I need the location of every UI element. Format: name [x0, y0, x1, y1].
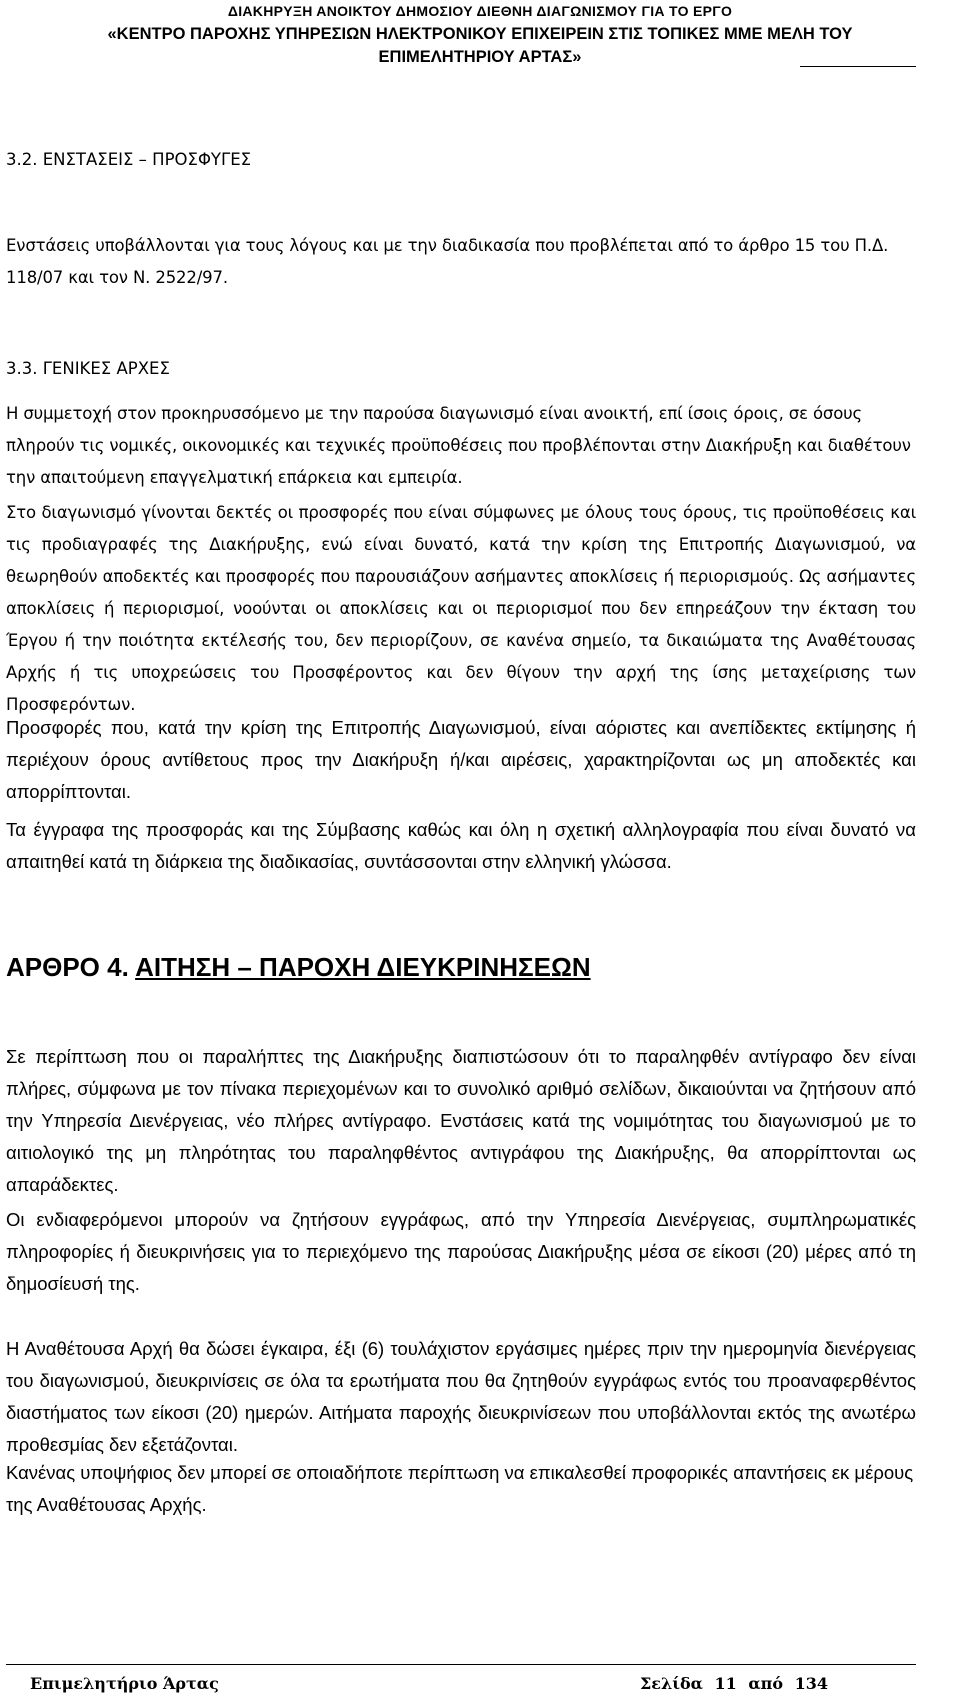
section-3-3-heading: 3.3. ΓΕΝΙΚΕΣ ΑΡΧΕΣ — [6, 359, 170, 378]
header-line-2: «ΚΕΝΤΡΟ ΠΑΡΟΧΗΣ ΥΠΗΡΕΣΙΩΝ ΗΛΕΚΤΡΟΝΙΚΟΥ ΕΠΙΧΕΙΡΕΙΝ ΣΤΙΣ ΤΟΠΙΚΕΣ ΜΜΕ ΜΕΛΗ ΤΟΥ — [107, 25, 853, 43]
section-3-2-heading: 3.2. ΕΝΣΤΑΣΕΙΣ – ΠΡΟΣΦΥΓΕΣ — [6, 150, 252, 169]
article-4-heading — [6, 951, 916, 983]
section-3-2-text: Ενστάσεις υποβάλλονται για τους λόγους και με την διαδικασία που προβλέπεται από το άρθρο 15 του Π.Δ. 118/07 και τον Ν. 2522/97. — [6, 236, 889, 287]
section-3-3-paragraph-1: Η συμμετοχή στον προκηρυσσόμενο με την παρούσα διαγωνισμό είναι ανοικτή, επί ίσοις όροις, σε όσους πληρούν τις νομικές, οικονομικές και τεχνικές προϋποθέσεις που προβλέπονται στην Διακήρυξη και διαθέτουν την απαιτούμενη επαγγελματική επάρκεια και εμπειρία. — [6, 404, 911, 487]
section-3-3-paragraph-2 — [6, 497, 916, 721]
document-footer — [6, 1674, 916, 1700]
section-3-3-paragraph-4: Τα έγγραφα της προσφοράς και της Σύμβασης καθώς και όλη η σχετική αλληλογραφία που είναι δυνατό να απαιτηθεί κατά τη διάρκεια της διαδικασίας, συντάσσονται στην ελληνική γλώσσα. — [6, 819, 916, 872]
article-4-paragraph-3: Η Αναθέτουσα Αρχή θα δώσει έγκαιρα, έξι (6) τουλάχιστον εργάσιμες ημέρες πριν την ημερομηνία διενέργειας του διαγωνισμού, διευκρινίσεις σε όλα τα ερωτήματα που θα ζητηθούν εγγράφως εντός του προαναφερθέντος διαστήματος των είκοσι (20) ημερών. Αιτήματα παροχής διευκρινίσεων που υποβάλλονται εκτός της ανωτέρω προθεσμίας δεν εξετάζονται. — [6, 1338, 916, 1455]
paragraph-2-part-2: Ως ασήμαντες αποκλίσεις ή περιορισμοί, νοούνται οι αποκλίσεις και οι περιορισμοί που δεν επηρεάζουν την έκταση του Έργου ή την ποιότητα εκτέλεσής του, δεν περιορίζουν, σε κανένα σημείο, τα δικαιώματα της Αναθέτουσας Αρχής ή τις υποχρεώσεις του Προσφέροντος και δεν θίγουν την αρχή της ίσης μεταχείρισης των Προσφερόντων. — [6, 567, 916, 714]
article-4-number: ΑΡΘΡΟ 4. — [6, 952, 129, 982]
article-4-paragraph-2: Οι ενδιαφερόμενοι μπορούν να ζητήσουν εγγράφως, από την Υπηρεσία Διενέργειας, συμπληρωματικές πληροφορίες ή διευκρινήσεις για το περιεχόμενο της παρούσας Διακήρυξης μέσα σε είκοσι (20) μέρες από τη δημοσίευσή της. — [6, 1209, 916, 1294]
article-4-paragraph-1: Σε περίπτωση που οι παραλήπτες της Διακήρυξης διαπιστώσουν ότι το παραληφθέν αντίγραφο δεν είναι πλήρες, σύμφωνα με τον πίνακα περιεχομένων και το συνολικό αριθμό σελίδων, δικαιούνται να ζητήσουν από την Υπηρεσία Διενέργειας, νέο πλήρες αντίγραφο. Ενστάσεις κατά της νομιμότητας του διαγωνισμού με το αιτιολογικό της μη πληρότητας του παραληφθέντος αντιγράφου της Διακήρυξης, θα απορρίπτονται ως απαράδεκτες. — [6, 1046, 916, 1195]
article-4-title: ΑΙΤΗΣΗ – ΠΑΡΟΧΗ ΔΙΕΥΚΡΙΝΗΣΕΩΝ — [135, 952, 591, 982]
section-3-3-paragraph-3: Προσφορές που, κατά την κρίση της Επιτροπής Διαγωνισμού, είναι αόριστες και ανεπίδεκτες εκτίμησης ή περιέχουν όρους αντίθετους προς την Διακήρυξη ή/και αιρέσεις, χαρακτηρίζονται ως μη αποδεκτές και απορρίπτονται. — [6, 717, 916, 802]
header-line-3: ΕΠΙΜΕΛΗΤΗΡΙΟΥ ΑΡΤΑΣ» — [378, 48, 582, 66]
header-divider — [800, 66, 916, 67]
footer-organization: Επιμελητήριο Άρτας — [30, 1674, 219, 1693]
paragraph-2-part-1: Στο διαγωνισμό γίνονται δεκτές οι προσφορές που είναι σύμφωνες με όλους τους όρους, τις προϋποθέσεις και τις προδιαγραφές της Διακήρυξης, ενώ είναι δυνατό, κατά την κρίση της Επιτροπής Διαγωνισμού, να θεωρηθούν αποδεκτές και προσφορές που παρουσιάζουν ασήμαντες αποκλίσεις ή περιορισμούς. — [6, 503, 916, 586]
page-number: Σελίδα 11 από 134 — [639, 1674, 828, 1693]
document-header — [40, 0, 920, 69]
article-4-paragraph-4: Κανένας υποψήφιος δεν μπορεί σε οποιαδήποτε περίπτωση να επικαλεσθεί προφορικές απαντήσεις εκ μέρους της Αναθέτουσας Αρχής. — [6, 1462, 914, 1515]
footer-divider — [6, 1664, 916, 1665]
header-line-1: ΔΙΑΚΗΡΥΞΗ ΑΝΟΙΚΤΟΥ ΔΗΜΟΣΙΟΥ ΔΙΕΘΝΗ ΔΙΑΓΩΝΙΣΜΟΥ ΓΙΑ ΤΟ ΕΡΓΟ — [227, 3, 733, 19]
